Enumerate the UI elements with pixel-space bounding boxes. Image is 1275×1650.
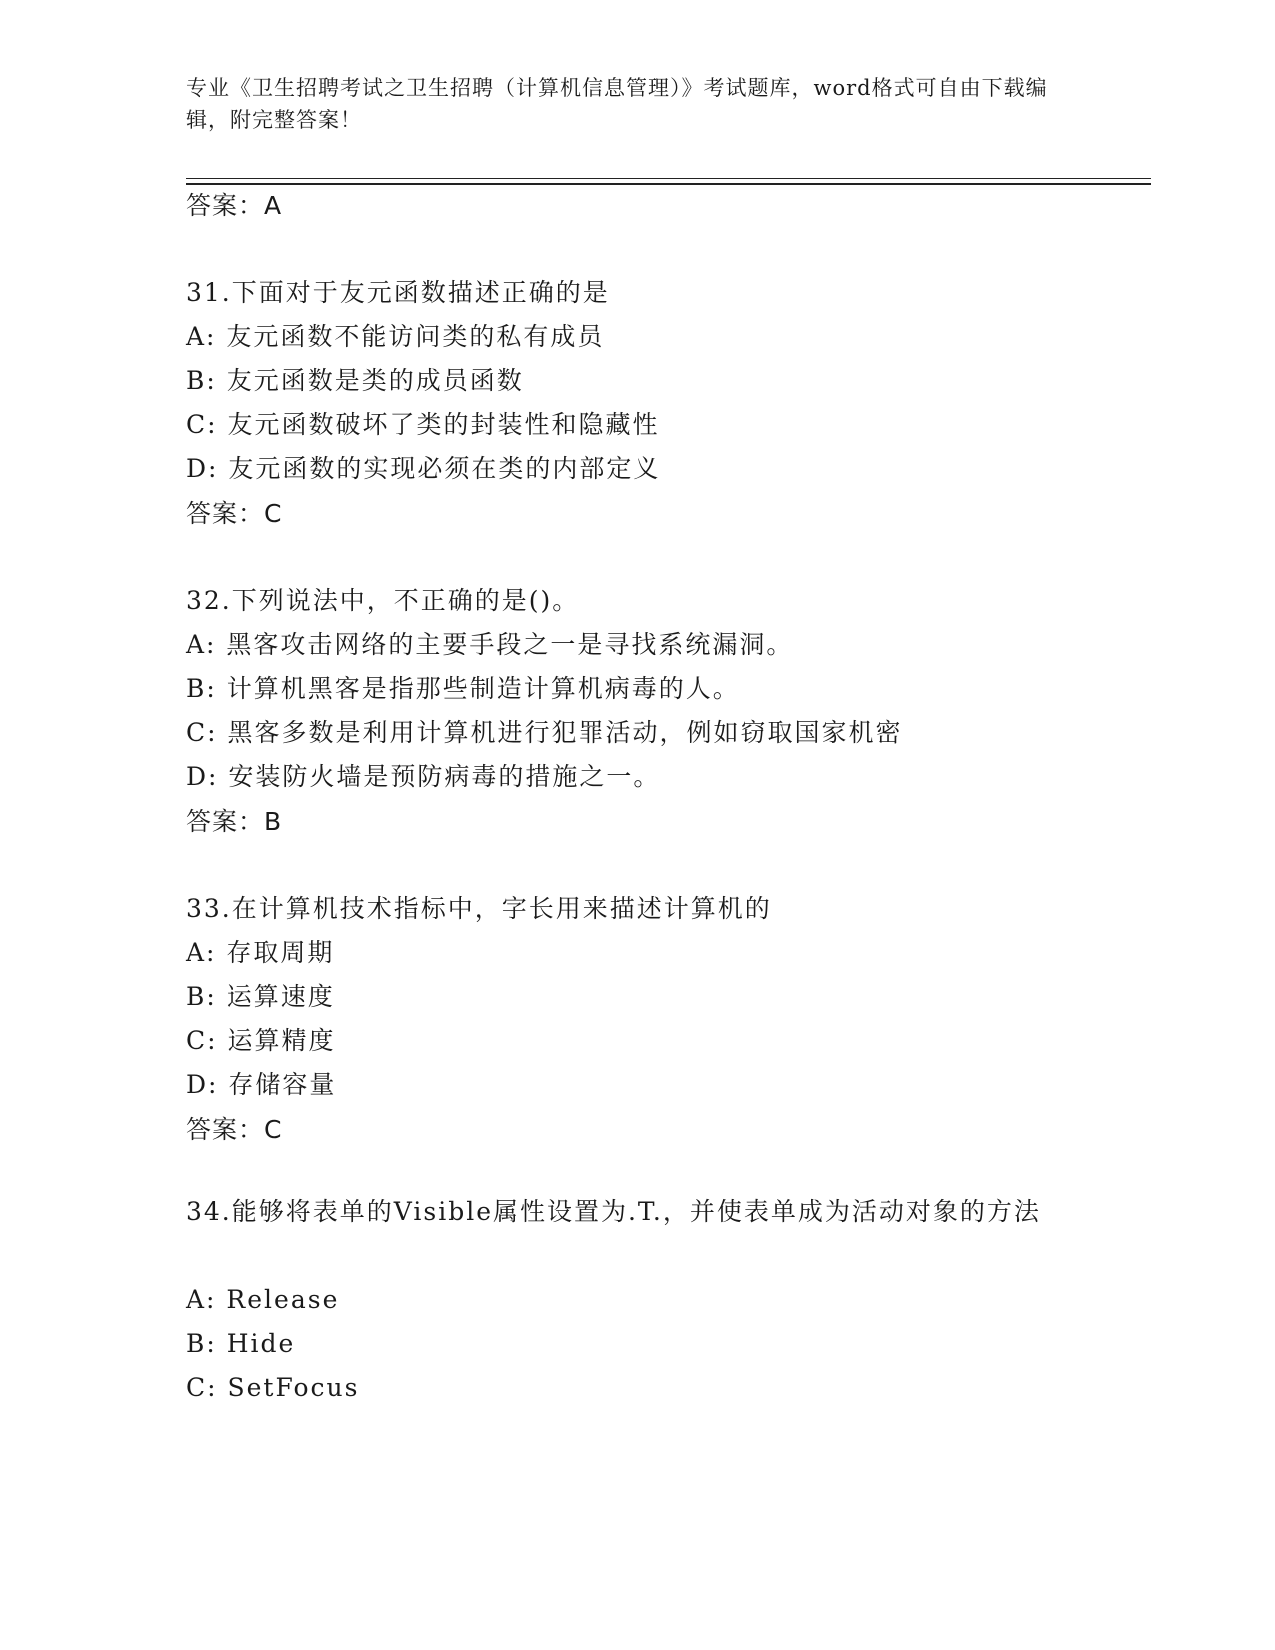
answer-31: 答案：C bbox=[186, 499, 283, 528]
question-33-option-c: C: 运算精度 bbox=[186, 1026, 336, 1055]
header-rule-thin bbox=[186, 178, 1151, 179]
question-32-stem: 32.下列说法中，不正确的是()。 bbox=[186, 586, 580, 615]
question-34-option-c: C: SetFocus bbox=[186, 1373, 360, 1402]
question-34-option-b: B: Hide bbox=[186, 1329, 296, 1358]
question-32-option-a: A: 黑客攻击网络的主要手段之一是寻找系统漏洞。 bbox=[186, 630, 794, 659]
answer-33: 答案：C bbox=[186, 1115, 283, 1144]
question-34-stem: 34.能够将表单的Visible属性设置为.T.，并使表单成为活动对象的方法 bbox=[186, 1197, 1041, 1226]
question-31-option-a: A: 友元函数不能访问类的私有成员 bbox=[186, 322, 605, 351]
question-33-option-b: B: 运算速度 bbox=[186, 982, 335, 1011]
question-33-option-a: A: 存取周期 bbox=[186, 938, 335, 967]
question-31-option-b: B: 友元函数是类的成员函数 bbox=[186, 366, 524, 395]
question-31-option-c: C: 友元函数破坏了类的封装性和隐藏性 bbox=[186, 410, 660, 439]
question-33-stem: 33.在计算机技术指标中，字长用来描述计算机的 bbox=[186, 894, 772, 923]
answer-30: 答案：A bbox=[186, 191, 283, 220]
question-31-option-d: D: 友元函数的实现必须在类的内部定义 bbox=[186, 454, 661, 483]
header-rule-thick bbox=[186, 183, 1151, 185]
question-31-stem: 31.下面对于友元函数描述正确的是 bbox=[186, 278, 610, 307]
question-34-option-a: A: Release bbox=[186, 1285, 340, 1314]
question-32-option-b: B: 计算机黑客是指那些制造计算机病毒的人。 bbox=[186, 674, 740, 703]
document-header: 专业《卫生招聘考试之卫生招聘（计算机信息管理）》考试题库，word格式可自由下载编辑，附完整答案！ bbox=[186, 76, 1048, 132]
answer-32: 答案：B bbox=[186, 807, 283, 836]
question-32-option-c: C: 黑客多数是利用计算机进行犯罪活动，例如窃取国家机密 bbox=[186, 718, 903, 747]
question-32-option-d: D: 安装防火墙是预防病毒的措施之一。 bbox=[186, 762, 661, 791]
question-33-option-d: D: 存储容量 bbox=[186, 1070, 337, 1099]
